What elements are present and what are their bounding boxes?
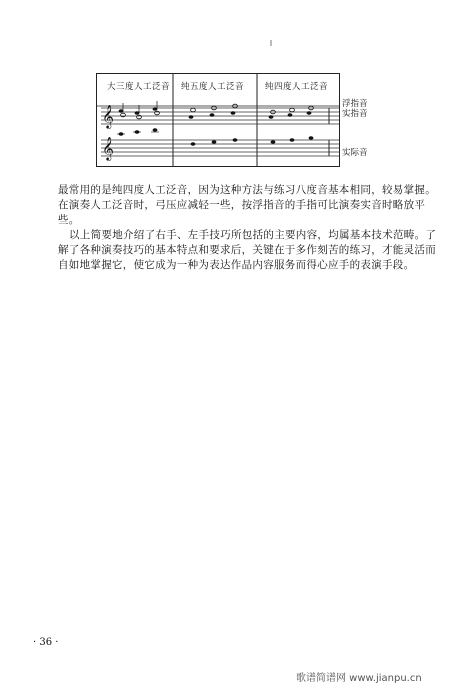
paragraph: 以上简要地介绍了右手、左手技巧所包括的主要内容，均属基本技术范畴。了解了各种演奏技巧的基本特点和要求后，关键在于多作刻苦的练习，才能灵活而自如地掌握它，使它成为一种为表达作品内容服务而得心应手的表演手段。 [58, 229, 437, 271]
watermark: 歌谱简谱网 www.jianpu.cn [296, 673, 422, 684]
lower-notes [117, 128, 313, 146]
label-harmonic-finger: 浮指音 [342, 99, 368, 109]
page-number: · 36 · [33, 637, 59, 648]
section-label-perfect-fourth: 纯四度人工泛音 [265, 82, 329, 92]
body-text [58, 183, 438, 273]
treble-clef-icon: 𝄞 [102, 104, 114, 128]
scan-mark [270, 40, 272, 46]
music-notation-example [96, 73, 340, 167]
lower-staff [101, 140, 339, 156]
section-label-perfect-fifth: 纯五度人工泛音 [181, 82, 245, 92]
section-label-major-third: 大三度人工泛音 [107, 82, 171, 92]
paragraph: 最常用的是纯四度人工泛音，因为这种方法与练习八度音基本相同，较易掌握。在演奏人工泛音时，弓压应减轻一些，按浮指音的手指可比演奏实音时略放平些。 [58, 184, 436, 226]
label-stopped-finger: 实指音 [342, 109, 368, 119]
treble-clef-icon: 𝄞 [102, 136, 114, 160]
label-actual-sound: 实际音 [342, 148, 368, 158]
